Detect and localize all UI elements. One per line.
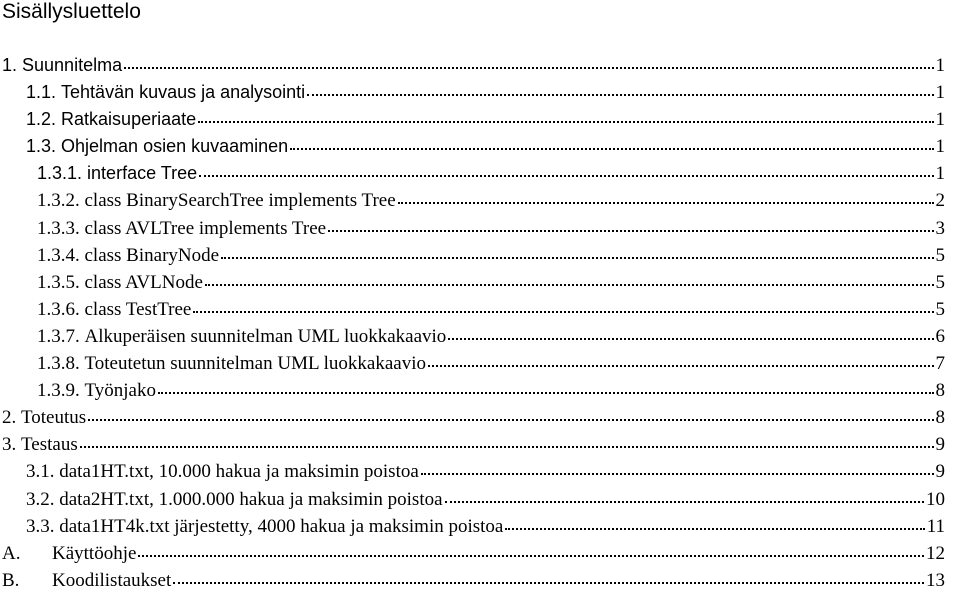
dot-leader: [505, 527, 924, 530]
dot-leader: [124, 66, 933, 69]
toc-title: interface Tree: [87, 163, 198, 184]
toc-title: Työnjako: [84, 380, 156, 402]
toc-page-number: 1: [935, 163, 945, 185]
toc-number: 1.3.6.: [37, 298, 85, 320]
toc-number: 2.: [2, 407, 21, 429]
dot-leader: [199, 174, 933, 177]
toc-number: 1.3.3.: [37, 217, 85, 239]
toc-page-number: 1: [935, 82, 945, 104]
toc-page-number: 10: [926, 488, 945, 510]
toc-entry[interactable]: [0, 79, 945, 106]
dot-leader: [88, 418, 933, 421]
toc-entry[interactable]: [0, 540, 945, 567]
toc-entry[interactable]: [0, 269, 945, 296]
toc-entry[interactable]: [0, 106, 945, 133]
toc-number: 1.3.2.: [37, 190, 85, 212]
dot-leader: [445, 500, 924, 503]
dot-leader: [193, 310, 933, 313]
toc-title: class TestTree: [84, 298, 192, 320]
toc-number: 1.3.4.: [37, 244, 85, 266]
toc-page-number: 5: [935, 271, 945, 293]
toc-page-number: 11: [926, 515, 945, 537]
toc-page-number: 1: [935, 55, 945, 76]
toc-entry[interactable]: [0, 377, 945, 404]
page-title: Sisällysluettelo: [2, 0, 141, 23]
toc-title: data1HT.txt, 10.000 hakua ja maksimin poistoa: [59, 461, 419, 483]
toc-title: class AVLTree implements Tree: [84, 217, 327, 239]
toc-number: 1.3.7.: [37, 325, 85, 347]
toc-entry[interactable]: [0, 296, 945, 323]
toc-entry[interactable]: [0, 215, 945, 242]
toc-entry[interactable]: [0, 567, 945, 594]
toc-page-number: 6: [935, 325, 945, 347]
toc-number: 1.: [2, 55, 23, 75]
toc-entry[interactable]: [0, 513, 945, 540]
toc-number: 1.3.1.: [37, 163, 88, 184]
dot-leader: [138, 554, 924, 557]
dot-leader: [307, 93, 933, 96]
toc-entry[interactable]: [0, 404, 945, 431]
toc-number: 1.3.9.: [37, 380, 85, 402]
dot-leader: [421, 472, 934, 475]
toc-title: Ratkaisuperiaate: [61, 109, 197, 130]
toc-title: Käyttöohje: [52, 542, 137, 564]
dot-leader: [448, 337, 933, 340]
toc-title: Tehtävän kuvaus ja analysointi: [61, 82, 306, 103]
toc-page-number: 9: [935, 434, 945, 456]
toc-entry[interactable]: [0, 133, 945, 160]
dot-leader: [328, 229, 933, 232]
dot-leader: [290, 147, 933, 150]
toc-entry[interactable]: [0, 486, 945, 513]
dot-leader: [158, 391, 934, 394]
toc-title: Alkuperäisen suunnitelman UML luokkakaavio: [84, 325, 447, 347]
toc-title: data2HT.txt, 1.000.000 hakua ja maksimin poistoa: [59, 488, 443, 510]
toc-title: class AVLNode: [84, 271, 203, 293]
toc-number: 1.2.: [26, 109, 62, 130]
toc-page-number: 1: [935, 136, 945, 158]
toc-page-number: 12: [926, 542, 945, 564]
toc-number: 3.3.: [26, 515, 60, 537]
toc-title: data1HT4k.txt järjestetty, 4000 hakua ja maksimin poistoa: [59, 515, 504, 537]
toc-title: class BinarySearchTree implements Tree: [84, 190, 396, 212]
toc-number: 3.2.: [26, 488, 60, 510]
toc-title: Toteutus: [21, 407, 87, 429]
dot-leader: [398, 201, 934, 204]
dot-leader: [198, 120, 933, 123]
toc-title: Koodilistaukset: [52, 569, 172, 591]
toc-entry[interactable]: [0, 160, 945, 187]
toc-title: Ohjelman osien kuvaaminen: [61, 136, 289, 157]
dot-leader: [428, 364, 934, 367]
toc-number: 3.1.: [26, 461, 60, 483]
toc-entry[interactable]: [0, 187, 945, 214]
toc-page-number: 5: [935, 244, 945, 266]
dot-leader: [80, 445, 934, 448]
toc-number: 1.3.8.: [37, 353, 85, 375]
toc-title: Toteutetun suunnitelman UML luokkakaavio: [84, 353, 426, 375]
toc-title: Testaus: [21, 434, 78, 456]
toc-page-number: 5: [935, 298, 945, 320]
table-of-contents: [0, 52, 960, 594]
toc-number: B.: [2, 569, 20, 591]
toc-page-number: 1: [935, 109, 945, 131]
toc-entry[interactable]: [0, 350, 945, 377]
dot-leader: [221, 256, 933, 259]
toc-page-number: 9: [935, 461, 945, 483]
toc-entry[interactable]: [0, 431, 945, 458]
toc-entry[interactable]: [0, 52, 945, 79]
toc-page-number: 13: [926, 569, 945, 591]
toc-title: Suunnitelma: [22, 55, 123, 75]
toc-page-number: 3: [935, 217, 945, 239]
toc-page-number: 8: [935, 407, 945, 429]
dot-leader: [173, 581, 924, 584]
toc-page-number: 8: [935, 380, 945, 402]
toc-number: 3.: [2, 434, 21, 456]
toc-number: 1.3.: [26, 136, 62, 157]
toc-number: A.: [2, 542, 21, 564]
toc-number: 1.1.: [26, 82, 62, 103]
toc-page-number: 2: [935, 190, 945, 212]
toc-number: 1.3.5.: [37, 271, 85, 293]
toc-page-number: 7: [935, 353, 945, 375]
toc-entry[interactable]: [0, 242, 945, 269]
toc-entry[interactable]: [0, 323, 945, 350]
toc-entry[interactable]: [0, 458, 945, 485]
dot-leader: [205, 283, 934, 286]
toc-title: class BinaryNode: [84, 244, 220, 266]
